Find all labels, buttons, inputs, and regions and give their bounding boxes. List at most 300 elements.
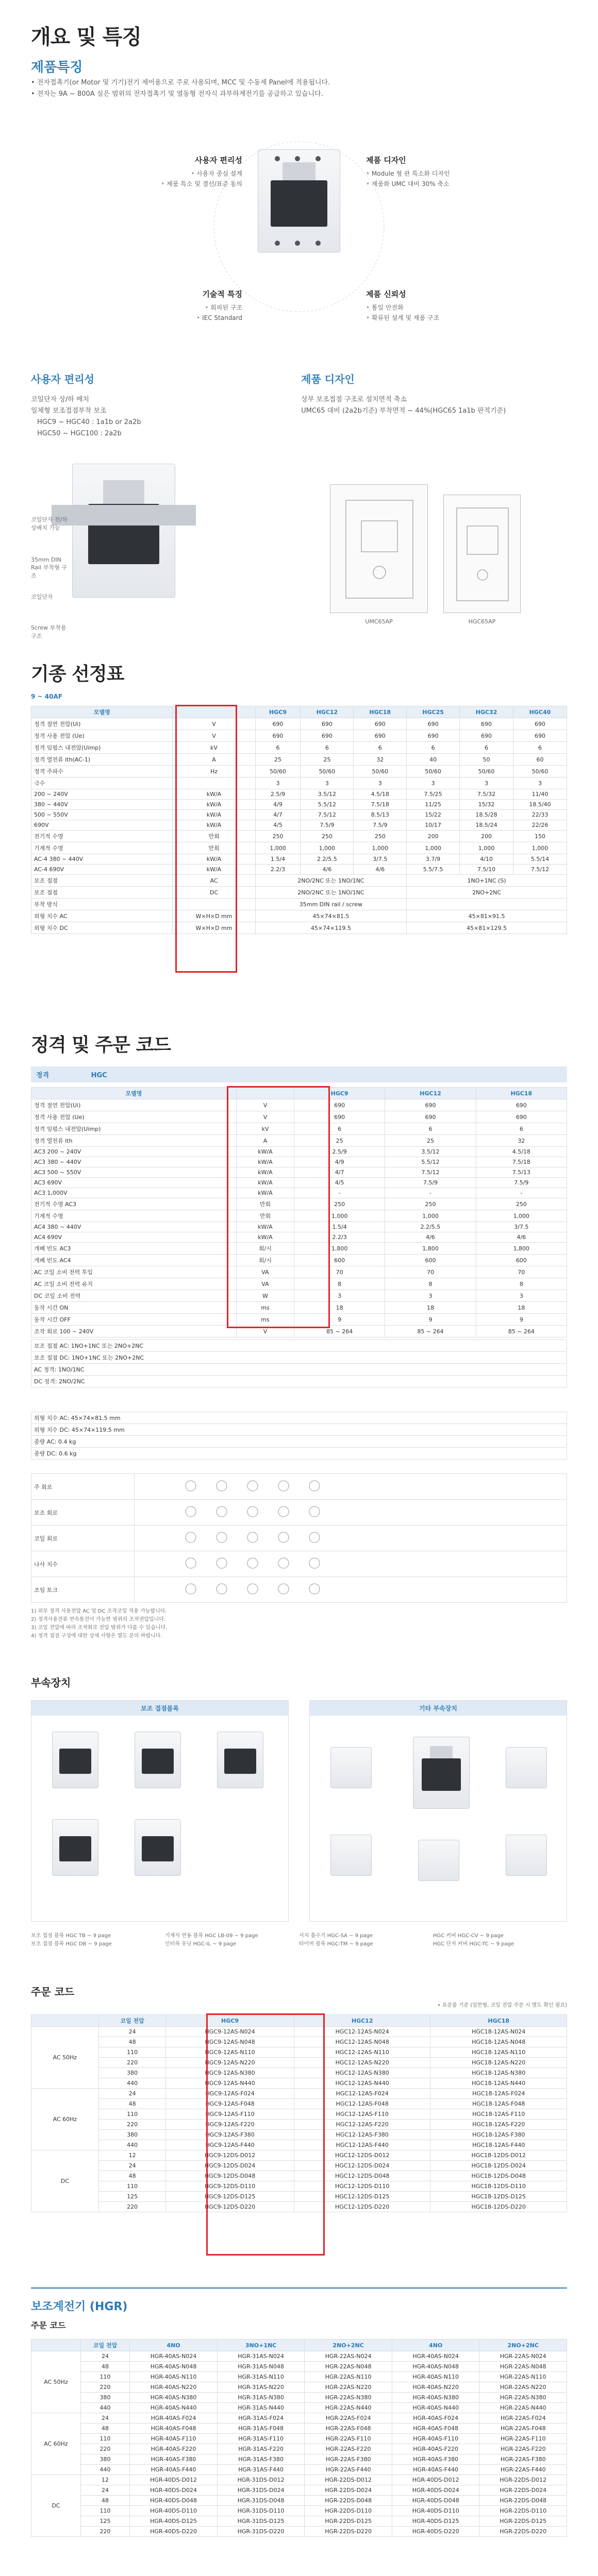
feature-technical — [129, 289, 242, 323]
table-cell: 24 — [98, 2089, 165, 2099]
table-cell: 690 — [294, 1111, 385, 1123]
table-header-cell: 4NO — [392, 2340, 479, 2351]
label-coil: 코일단자 — [31, 594, 53, 600]
table-row — [31, 1210, 567, 1222]
accessory-footnotes — [31, 1932, 567, 1948]
table-cell: kW/A — [237, 1232, 294, 1243]
contactor-rail-image — [72, 464, 175, 598]
table-cell: 50/60 — [407, 766, 460, 777]
table-row — [31, 1123, 567, 1135]
table-cell: 3.7/9 — [407, 854, 460, 865]
table-cell: 125 — [80, 2516, 129, 2527]
table-cell: 3.5/12 — [385, 1147, 476, 1157]
table-cell: kW/A — [237, 1188, 294, 1198]
table-row — [31, 2027, 567, 2037]
table-header-cell: 2NO+2NC — [479, 2340, 567, 2351]
table-cell: 24 — [80, 2351, 129, 2362]
table-cell: 110 — [80, 2434, 129, 2444]
table-cell: HGR-31AS-N380 — [217, 2393, 305, 2403]
table-cell: ms — [237, 1314, 294, 1326]
hgr-subtitle: 주문 코드 — [31, 2320, 66, 2330]
table-row — [31, 1147, 567, 1157]
table-cell: 7.5/32 — [460, 789, 513, 800]
table-cell: 220 — [80, 2382, 129, 2393]
accessory-box-right — [309, 1700, 567, 1922]
table-cell: 690 — [407, 718, 460, 730]
hgr-title-wrap — [31, 2298, 567, 2331]
table-cell — [135, 1500, 567, 1526]
table-cell: 40 — [407, 754, 460, 766]
table-cell: kW/A — [173, 854, 255, 865]
table-cell: 나사 치수 — [31, 1551, 135, 1577]
table-cell: 50/60 — [301, 766, 354, 777]
hgc65-drawing — [443, 495, 521, 613]
table-cell: 1,000 — [476, 1210, 567, 1222]
table-cell: 15/22 — [407, 810, 460, 820]
table-header-cell: HGC32 — [460, 706, 513, 718]
table-cell: HGR-40AS-N048 — [130, 2362, 218, 2372]
table-cell: 85 ~ 264 — [294, 1326, 385, 1337]
table-cell: 정격 사용 전압 (Ue) — [31, 1111, 237, 1123]
table-cell: 25 — [385, 1135, 476, 1147]
table-cell: 18.5/40 — [513, 800, 567, 810]
feature-product-design — [366, 155, 479, 189]
aux-block-image — [217, 1732, 263, 1788]
table-cell: 조임 토크 — [31, 1577, 135, 1603]
table-cell: 7.5/25 — [407, 789, 460, 800]
table-cell: 5.5/12 — [301, 800, 354, 810]
table-row — [31, 2485, 567, 2496]
table-cell: HGR-22AS-F024 — [479, 2413, 567, 2424]
table-cell: 3/7.5 — [476, 1222, 567, 1232]
table-cell: HGR-31AS-F440 — [217, 2465, 305, 2475]
feature-design-title: 제품 디자인 — [366, 156, 406, 165]
table-cell: HGR-31AS-N220 — [217, 2382, 305, 2393]
table-cell: HGR-40DS-D110 — [130, 2506, 218, 2516]
table-row — [31, 1266, 567, 1278]
table-cell: 보조 접점 DC: 1NO+1NC 또는 2NO+2NC — [31, 1352, 567, 1364]
table-cell: HGC9-12AS-N110 — [166, 2047, 294, 2058]
table-cell: HGC9-12AS-F440 — [166, 2140, 294, 2150]
table-cell: 48 — [80, 2424, 129, 2434]
table-row — [31, 1302, 567, 1314]
table-cell: 2.5/9 — [294, 1147, 385, 1157]
table-cell: 12 — [98, 2150, 165, 2161]
table-cell: HGC12-12AS-F440 — [294, 2140, 430, 2150]
table-cell: HGR-40AS-N380 — [130, 2393, 218, 2403]
table-cell: 개폐 빈도 AC3 — [31, 1243, 237, 1255]
table-cell: DC — [173, 887, 255, 899]
table-cell: 690 — [407, 730, 460, 742]
table-cell: AC 코일 소비 전력 유지 — [31, 1278, 237, 1290]
table-cell: HGC18-12AS-N380 — [430, 2068, 567, 2078]
table-cell: V — [173, 730, 255, 742]
table-row — [31, 2351, 567, 2362]
selection-title: 기종 선정표 — [31, 664, 124, 685]
table-cell: 24 — [98, 2161, 165, 2171]
table-cell: 250 — [476, 1198, 567, 1210]
table-cell: ms — [237, 1302, 294, 1314]
table-cell: HGC12-12DS-D048 — [294, 2171, 430, 2181]
table-cell: HGC18-12AS-F220 — [430, 2120, 567, 2130]
rating-note: 2) 정격사용전류 연속통전이 가능한 범위의 조작전압입니다. — [31, 1617, 166, 1622]
table-cell: HGR-40AS-F110 — [392, 2434, 479, 2444]
table-cell: 정격 절연 전압(Ui) — [31, 718, 173, 730]
user-convenience-heading: 사용자 편리성 — [31, 373, 94, 385]
table-cell: 전기적 수명 — [31, 831, 173, 842]
table-cell: W×H×D mm — [173, 910, 255, 922]
table-cell: HGR-40AS-N024 — [392, 2351, 479, 2362]
table-cell: 690 — [354, 718, 407, 730]
rating-note: 3) 코일 전압에 따라 조작회로 전압 범위가 다를 수 있습니다. — [31, 1625, 168, 1631]
table-cell: 440 — [80, 2403, 129, 2413]
table-cell: 보조 접점 AC: 1NO+1NC 또는 2NO+2NC — [31, 1340, 567, 1352]
table-cell: 440 — [98, 2078, 165, 2089]
table-cell: AC — [173, 875, 255, 887]
table-cell: 22/26 — [513, 820, 567, 831]
table-cell: W — [237, 1290, 294, 1302]
table-cell: 1,000 — [255, 842, 301, 854]
table-row — [31, 2403, 567, 2413]
table-cell: HGR-31DS-D220 — [217, 2527, 305, 2537]
table-row — [31, 910, 567, 922]
table-row — [31, 1167, 567, 1178]
table-row — [31, 2202, 567, 2212]
table-cell: HGC18-12DS-D024 — [430, 2161, 567, 2171]
table-cell: 4/7 — [255, 810, 301, 820]
table-cell: 8 — [294, 1278, 385, 1290]
table-cell: HGR-22AS-F024 — [305, 2413, 392, 2424]
selection-title-wrap — [31, 659, 567, 700]
table-header-cell: 2NO+2NC — [305, 2340, 392, 2351]
table-row — [31, 2089, 567, 2099]
table-cell: 만회 — [173, 831, 255, 842]
table-cell: 1,000 — [354, 842, 407, 854]
table-cell: kW/A — [237, 1222, 294, 1232]
table-cell: HGR-40DS-D012 — [130, 2475, 218, 2485]
table-row — [31, 2140, 567, 2150]
table-cell: 보조 접점 — [31, 875, 173, 887]
table-cell: 조작 회로 100 ~ 240V — [31, 1326, 237, 1337]
rating-table — [31, 1087, 567, 1337]
table-cell: 48 — [80, 2496, 129, 2506]
aux-block-image — [135, 1732, 181, 1788]
table-cell: HGC12-12AS-N440 — [294, 2078, 430, 2089]
table-cell: HGR-22AS-F110 — [305, 2434, 392, 2444]
table-cell: HGR-40AS-F024 — [392, 2413, 479, 2424]
table-cell: HGC18-12AS-F440 — [430, 2140, 567, 2150]
table-header-cell: HGC18 — [354, 706, 407, 718]
table-header-cell: 모델명 — [31, 706, 173, 718]
user-bullet: 일체형 보조접점부착 보조 — [31, 407, 107, 415]
table-header-cell: HGC9 — [255, 706, 301, 718]
table-cell: AC 60Hz — [31, 2089, 99, 2150]
accessory-image — [330, 1835, 372, 1876]
table-cell: 5.5/7.5 — [407, 865, 460, 875]
table-cell: 440 — [98, 2140, 165, 2150]
table-cell: DC — [31, 2475, 81, 2537]
table-cell: 1,000 — [301, 842, 354, 854]
table-cell: 50/60 — [354, 766, 407, 777]
table-cell: HGC12-12AS-F024 — [294, 2089, 430, 2099]
table-cell: 6 — [255, 742, 301, 754]
table-cell: HGR-40AS-F380 — [392, 2454, 479, 2465]
table-cell: 690 — [460, 718, 513, 730]
table-row — [31, 2444, 567, 2454]
table-cell: AC 50Hz — [31, 2351, 81, 2413]
user-design-bullets — [31, 394, 567, 439]
table-row — [31, 1232, 567, 1243]
table-row — [31, 887, 567, 899]
table-cell: 45×74×81.5 — [255, 910, 407, 922]
table-cell: AC-4 690V — [31, 865, 173, 875]
table-cell: HGC9-12AS-N380 — [166, 2068, 294, 2078]
table-cell: HGC9-12DS-D220 — [166, 2202, 294, 2212]
table-cell: 60 — [513, 754, 567, 766]
table-header-cell: HGC18 — [476, 1088, 567, 1099]
table-cell: kW/A — [237, 1147, 294, 1157]
table-cell: 3 — [301, 777, 354, 789]
table-cell: 110 — [98, 2047, 165, 2058]
table-row — [31, 1448, 567, 1460]
feature-technical-item: • IEC Standard — [129, 313, 242, 323]
table-cell — [135, 1577, 567, 1603]
table-cell: 3 — [407, 777, 460, 789]
table-cell: AC 정격: 1NO/1NC — [31, 1364, 567, 1376]
table-cell: kW/A — [173, 789, 255, 800]
table-cell: kW/A — [237, 1178, 294, 1188]
table-cell: HGC12-12DS-D110 — [294, 2181, 430, 2192]
table-cell: 1,800 — [476, 1243, 567, 1255]
table-cell: 690 — [294, 1099, 385, 1111]
aux-block-image — [52, 1819, 98, 1876]
table-cell: 주 회로 — [31, 1474, 135, 1500]
table-cell: 200 ~ 240V — [31, 789, 173, 800]
table-cell: HGR-40AS-F048 — [392, 2424, 479, 2434]
overview-section — [31, 21, 567, 50]
table-row — [31, 1278, 567, 1290]
rating-notes — [31, 1607, 567, 1640]
umc65-drawing — [330, 484, 428, 613]
table-cell: 동작 시간 ON — [31, 1302, 237, 1314]
table-cell: HGR-31AS-F024 — [217, 2413, 305, 2424]
table-cell: 690 — [255, 730, 301, 742]
table-cell: HGR-22DS-D012 — [305, 2475, 392, 2485]
accessory-image — [506, 1747, 547, 1788]
table-row — [31, 2192, 567, 2202]
accessories-title-wrap — [31, 1674, 567, 1689]
table-cell: HGR-31AS-N048 — [217, 2362, 305, 2372]
table-cell: 50 — [460, 754, 513, 766]
table-cell: HGR-22AS-N220 — [305, 2382, 392, 2393]
table-cell: HGR-22AS-F110 — [479, 2434, 567, 2444]
contactor-center-image — [413, 1737, 470, 1809]
feature-reliability — [366, 289, 479, 323]
table-cell: 11/40 — [513, 789, 567, 800]
table-cell: 690 — [476, 1099, 567, 1111]
table-row — [31, 766, 567, 777]
table-cell: 1,000 — [385, 1210, 476, 1222]
table-cell: HGR-40AS-N220 — [130, 2382, 218, 2393]
table-cell: AC3 380 ~ 440V — [31, 1157, 237, 1167]
table-row — [31, 1352, 567, 1364]
accessory-box-left — [31, 1700, 289, 1922]
table-cell: HGR-22DS-D024 — [305, 2485, 392, 2496]
table-cell: 600 — [476, 1255, 567, 1266]
table-cell: HGC12-12DS-D024 — [294, 2161, 430, 2171]
table-header-cell: 3NO+1NC — [217, 2340, 305, 2351]
table-cell: 6 — [460, 742, 513, 754]
table-cell: 4.5/18 — [354, 789, 407, 800]
table-cell: 150 — [513, 831, 567, 842]
table-cell — [407, 899, 567, 910]
table-cell: kW/A — [173, 800, 255, 810]
table-cell: HGC12-12AS-N110 — [294, 2047, 430, 2058]
table-cell: 110 — [80, 2506, 129, 2516]
user-bullet: 코일단자 상/하 배치 — [31, 396, 90, 403]
accessory-left-heading: 보조 접점블록 — [31, 1701, 288, 1716]
feature-user-item: • 제품 특소 및 결선/표준 동의 — [129, 179, 242, 189]
table-cell: 690 — [513, 730, 567, 742]
table-cell: - — [294, 1188, 385, 1198]
table-cell: 9 — [476, 1314, 567, 1326]
table-cell: HGC18-12AS-F048 — [430, 2099, 567, 2109]
screw-drawings — [31, 1473, 567, 1603]
table-cell: 9 — [385, 1314, 476, 1326]
table-cell: HGC12-12DS-D012 — [294, 2150, 430, 2161]
table-cell: 보조 접점 — [31, 887, 173, 899]
table-cell: 250 — [354, 831, 407, 842]
table-cell: 5.5/12 — [385, 1157, 476, 1167]
table-row — [31, 922, 567, 934]
table-cell: 8 — [476, 1278, 567, 1290]
table-cell: 10/17 — [407, 820, 460, 831]
table-row — [31, 2150, 567, 2161]
table-cell: VA — [237, 1278, 294, 1290]
table-cell: 85 ~ 264 — [476, 1326, 567, 1337]
table-cell: 85 ~ 264 — [385, 1326, 476, 1337]
table-cell: kW/A — [173, 820, 255, 831]
table-cell: AC4 690V — [31, 1232, 237, 1243]
feature-design-item: • 제품화 UMC 대비 30% 축소 — [366, 179, 479, 189]
table-cell: 만회 — [237, 1210, 294, 1222]
table-cell: 690V — [31, 820, 173, 831]
table-cell: 1.5/4 — [294, 1222, 385, 1232]
table-cell: HGC12-12AS-N048 — [294, 2037, 430, 2047]
table-header-cell: HGC40 — [513, 706, 567, 718]
overview-bullets — [31, 77, 567, 100]
table-cell: HGR-31AS-F220 — [217, 2444, 305, 2454]
table-row — [31, 1178, 567, 1188]
table-row — [31, 1255, 567, 1266]
table-cell: 외형 치수 DC — [31, 922, 173, 934]
table-cell: 50/60 — [255, 766, 301, 777]
table-cell: 1,000 — [460, 842, 513, 854]
table-header-cell: HGC25 — [407, 706, 460, 718]
accessory-footnote: 보조 접점 블록 HGC TB ~ 9 page — [31, 1933, 111, 1939]
accessory-image — [330, 1747, 372, 1788]
umc65-caption: UMC65AP — [365, 618, 393, 625]
table-cell: HGC9-12AS-F110 — [166, 2109, 294, 2120]
user-bullet: HGC50 ~ HGC100 : 2a2b — [37, 430, 122, 437]
table-row — [31, 789, 567, 800]
table-cell: 2.2/3 — [255, 865, 301, 875]
feature-technical-title: 기술적 특징 — [202, 290, 242, 299]
features-heading-text: 제품특징 — [31, 60, 83, 75]
label-coil-terminal: 코일단자 전/하 상배치 가능 — [31, 516, 68, 531]
table-cell: HGR-31AS-N024 — [217, 2351, 305, 2362]
table-cell: HGR-22AS-F380 — [305, 2454, 392, 2465]
overview-bullet-1: • 전자접촉기(or Motor 및 기기)전기 제어용으로 주로 사용되며, MCC 및 수동제 Panel에 적용됩니다. — [31, 79, 330, 87]
table-row — [31, 875, 567, 887]
table-cell: 690 — [460, 730, 513, 742]
design-bullet: 상부 보조접점 구조로 설치면적 축소 — [301, 396, 407, 403]
table-cell: HGC18-12DS-D048 — [430, 2171, 567, 2181]
table-cell: 중량 AC: 0.4 kg — [31, 1436, 567, 1448]
table-cell: 690 — [301, 718, 354, 730]
label-din-rail: 35mm DIN Rail 부착형 구조 — [31, 556, 67, 579]
table-row — [31, 1135, 567, 1147]
table-cell: 690 — [301, 730, 354, 742]
table-cell: 380 ~ 440V — [31, 800, 173, 810]
table-cell: 정격 사용 전압 (Ue) — [31, 730, 173, 742]
table-cell: - — [385, 1188, 476, 1198]
table-cell: HGR-40AS-N048 — [392, 2362, 479, 2372]
accessories-title: 부속장치 — [31, 1676, 71, 1689]
table-cell: HGR-40AS-N440 — [130, 2403, 218, 2413]
table-cell: 1,000 — [513, 842, 567, 854]
table-cell: HGR-40DS-D024 — [130, 2485, 218, 2496]
table-cell: HGC9-12DS-D110 — [166, 2181, 294, 2192]
table-cell: V — [237, 1099, 294, 1111]
table-row — [31, 1198, 567, 1210]
accessory-footnote: HGC 커버 HGC-CV ~ 9 page — [433, 1933, 504, 1939]
table-row — [31, 2454, 567, 2465]
table-cell: HGR-31DS-D012 — [217, 2475, 305, 2485]
table-cell: 회/시 — [237, 1243, 294, 1255]
table-cell: 7.5/12 — [513, 865, 567, 875]
table-cell: 25 — [255, 754, 301, 766]
table-cell: 부착 방식 — [31, 899, 173, 910]
table-cell: HGC18-12AS-N110 — [430, 2047, 567, 2058]
table-cell: 24 — [80, 2413, 129, 2424]
table-header-cell: 모델명 — [31, 1088, 237, 1099]
din-rail-image — [52, 505, 196, 526]
feature-user-title: 사용자 편리성 — [194, 156, 242, 165]
table-cell: kV — [237, 1123, 294, 1135]
table-cell: 2.2/3 — [294, 1232, 385, 1243]
table-cell: 125 — [98, 2192, 165, 2202]
table-cell: 690 — [385, 1099, 476, 1111]
table-row — [31, 2424, 567, 2434]
table-header-cell: 코일 전압 — [80, 2340, 129, 2351]
table-cell: 70 — [385, 1266, 476, 1278]
table-cell: HGR-40AS-F110 — [130, 2434, 218, 2444]
table-cell: HGR-40DS-D012 — [392, 2475, 479, 2485]
table-cell: 3.5/12 — [301, 789, 354, 800]
table-cell: 690 — [354, 730, 407, 742]
table-cell: 4/9 — [294, 1157, 385, 1167]
table-cell: 11/25 — [407, 800, 460, 810]
table-row — [31, 1376, 567, 1387]
table-row — [31, 1111, 567, 1123]
table-cell: HGC18-12AS-F110 — [430, 2109, 567, 2120]
table-cell: HGC9-12AS-F024 — [166, 2089, 294, 2099]
table-row — [31, 800, 567, 810]
table-cell: 1NO+1NC (S) — [407, 875, 567, 887]
table-cell: 7.5/13 — [476, 1167, 567, 1178]
table-row — [31, 2109, 567, 2120]
